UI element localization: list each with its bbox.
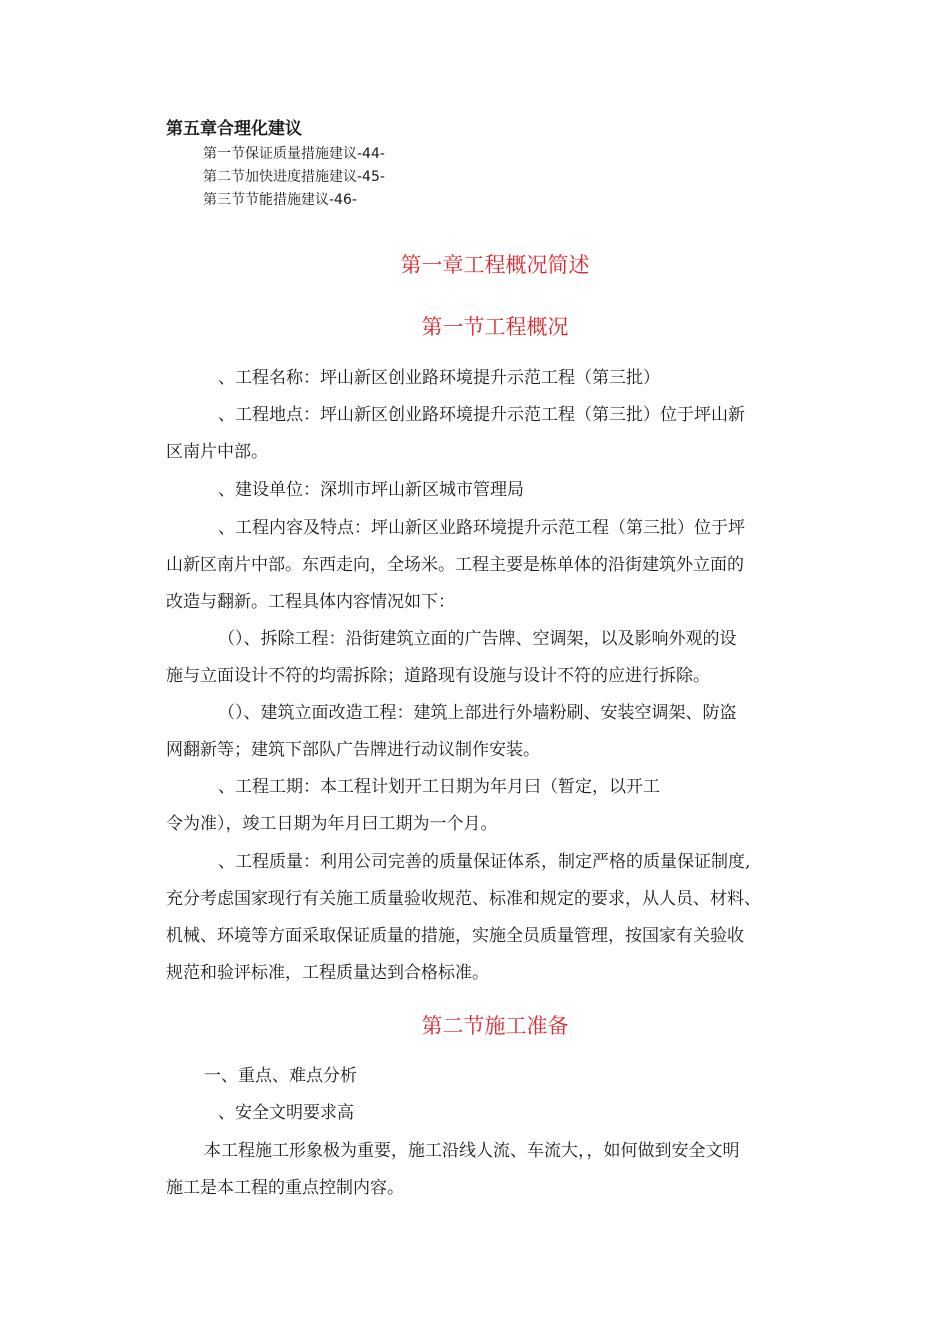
paragraph-line: 区南片中部。 [166, 442, 268, 462]
section-title: 第一节工程概况 [421, 315, 569, 339]
paragraph-line: 一、重点、难点分析 [204, 1066, 357, 1086]
paragraph-line: 规范和验评标准，工程质量达到合格标准。 [166, 963, 489, 983]
paragraph-line: 山新区南片中部。东西走向，全场米。工程主要是栋单体的沿街建筑外立面的 [166, 555, 744, 575]
paragraph-line: 改造与翻新。工程具体内容情况如下： [166, 592, 455, 612]
paragraph-line: 充分考虑国家现行有关施工质量验收规范、标准和规定的要求，从人员、材料、 [166, 889, 761, 909]
toc-item: 第三节节能措施建议-46- [203, 192, 357, 208]
paragraph-line: 机械、环境等方面采取保证质量的措施，实施全员质量管理，按国家有关验收 [166, 926, 744, 946]
paragraph-line: （）、建筑立面改造工程：建筑上部进行外墙粉刷、安装空调架、防盗 [218, 703, 737, 723]
paragraph-line: 、安全文明要求高 [218, 1103, 354, 1123]
paragraph-line: 、工程内容及特点：坪山新区业路环境提升示范工程（第三批）位于坪 [218, 518, 745, 538]
paragraph-line: （）、拆除工程：沿街建筑立面的广告牌、空调架，以及影响外观的设 [218, 629, 737, 649]
toc-item: 第一节保证质量措施建议-44- [203, 146, 385, 162]
paragraph-line: 令为准），竣工日期为年月曰工期为一个月。 [166, 814, 498, 834]
paragraph-line: 本工程施工形象极为重要，施工沿线人流、车流大，，如何做到安全文明 [204, 1141, 740, 1161]
paragraph-line: 、工程质量：利用公司完善的质量保证体系，制定严格的质量保证制度, [218, 852, 751, 872]
paragraph-line: 、工程名称：坪山新区创业路环境提升示范工程（第三批） [218, 368, 660, 388]
paragraph-line: 施工是本工程的重点控制内容。 [166, 1178, 404, 1198]
paragraph-line: 施与立面设计不符的均需拆除；道路现有设施与设计不符的应进行拆除。 [166, 666, 710, 686]
paragraph-line: 、工程地点：坪山新区创业路环境提升示范工程（第三批）位于坪山新 [218, 405, 745, 425]
paragraph-line: 网翻新等；建筑下部队广告牌进行动议制作安装。 [166, 740, 540, 760]
paragraph-line: 、工程工期：本工程计划开工日期为年月曰（暂定，以开工 [218, 777, 660, 797]
toc-chapter-title: 第五章合理化建议 [166, 119, 302, 139]
toc-item: 第二节加快进度措施建议-45- [203, 169, 385, 185]
paragraph-line: 、建设单位：深圳市坪山新区城市管理局 [218, 480, 524, 500]
chapter-title: 第一章工程概况简述 [400, 253, 590, 277]
section-title: 第二节施工准备 [421, 1014, 569, 1038]
